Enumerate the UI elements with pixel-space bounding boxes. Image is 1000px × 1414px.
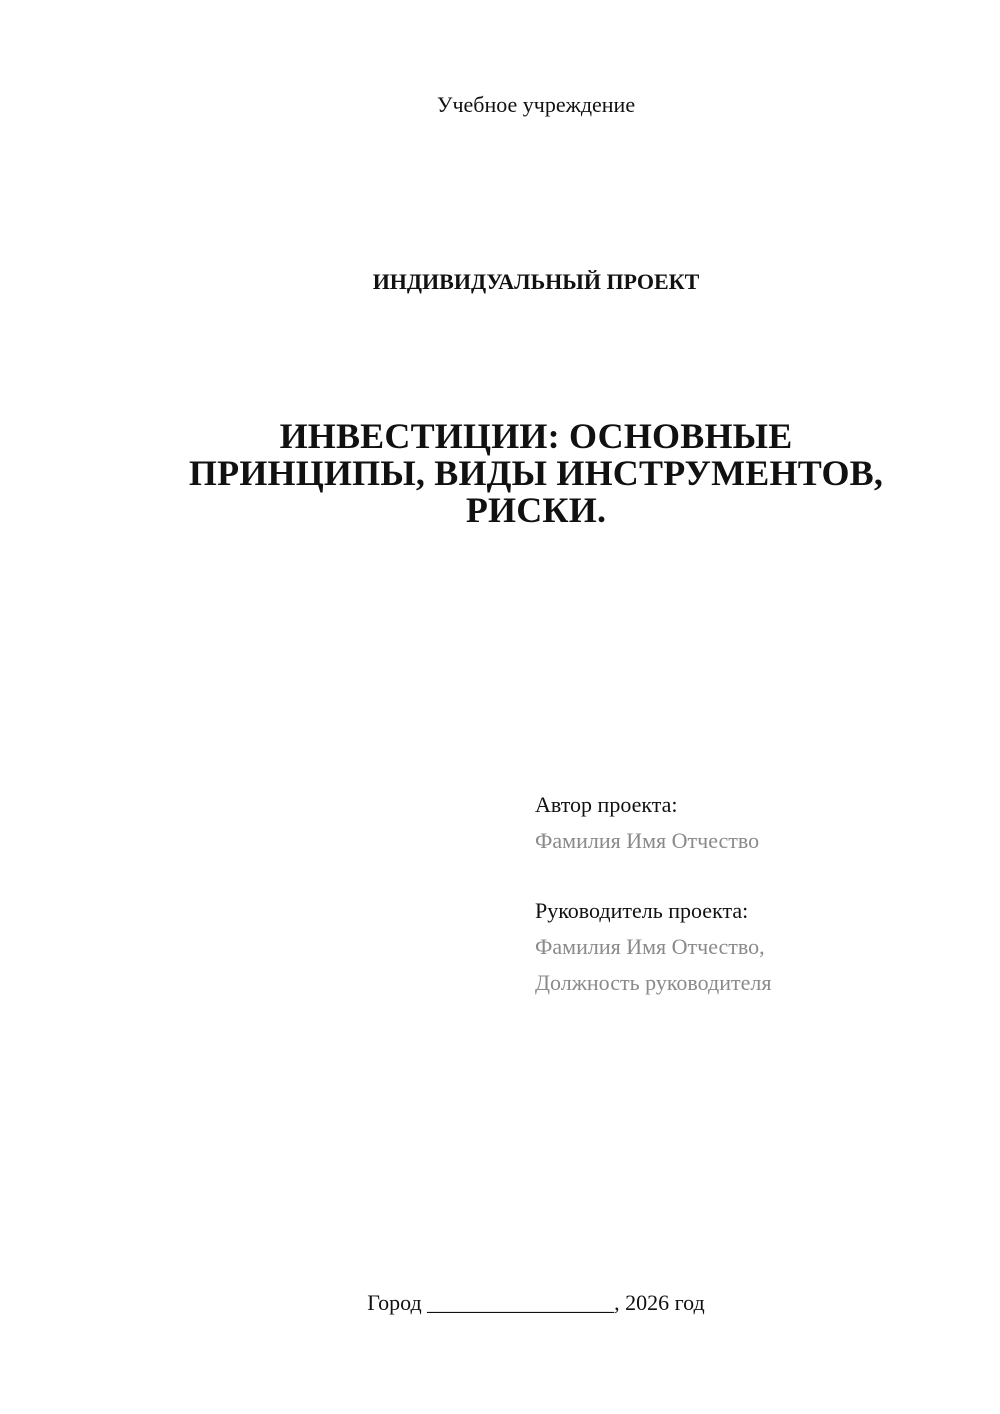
author-name: Фамилия Имя Отчество	[535, 828, 760, 853]
supervisor-label: Руководитель проекта:	[535, 898, 749, 923]
supervisor-name: Фамилия Имя Отчество,	[535, 934, 765, 959]
supervisor-position: Должность руководителя	[535, 970, 772, 995]
author-label: Автор проекта:	[535, 792, 678, 817]
project-title-line: ПРИНЦИПЫ, ВИДЫ ИНСТРУМЕНТОВ,	[188, 453, 884, 493]
project-title	[140, 418, 932, 529]
project-title-line: РИСКИ.	[465, 490, 607, 530]
project-title-line: ИНВЕСТИЦИИ: ОСНОВНЫЕ	[279, 416, 793, 456]
institution-name: Учебное учреждение	[436, 92, 636, 117]
credits-block	[535, 787, 975, 1001]
document-type: ИНДИВИДУАЛЬНЫЙ ПРОЕКТ	[372, 269, 700, 294]
credits-spacer	[535, 859, 975, 893]
city-year-footer: Город _________________, 2026 год	[367, 1290, 705, 1315]
